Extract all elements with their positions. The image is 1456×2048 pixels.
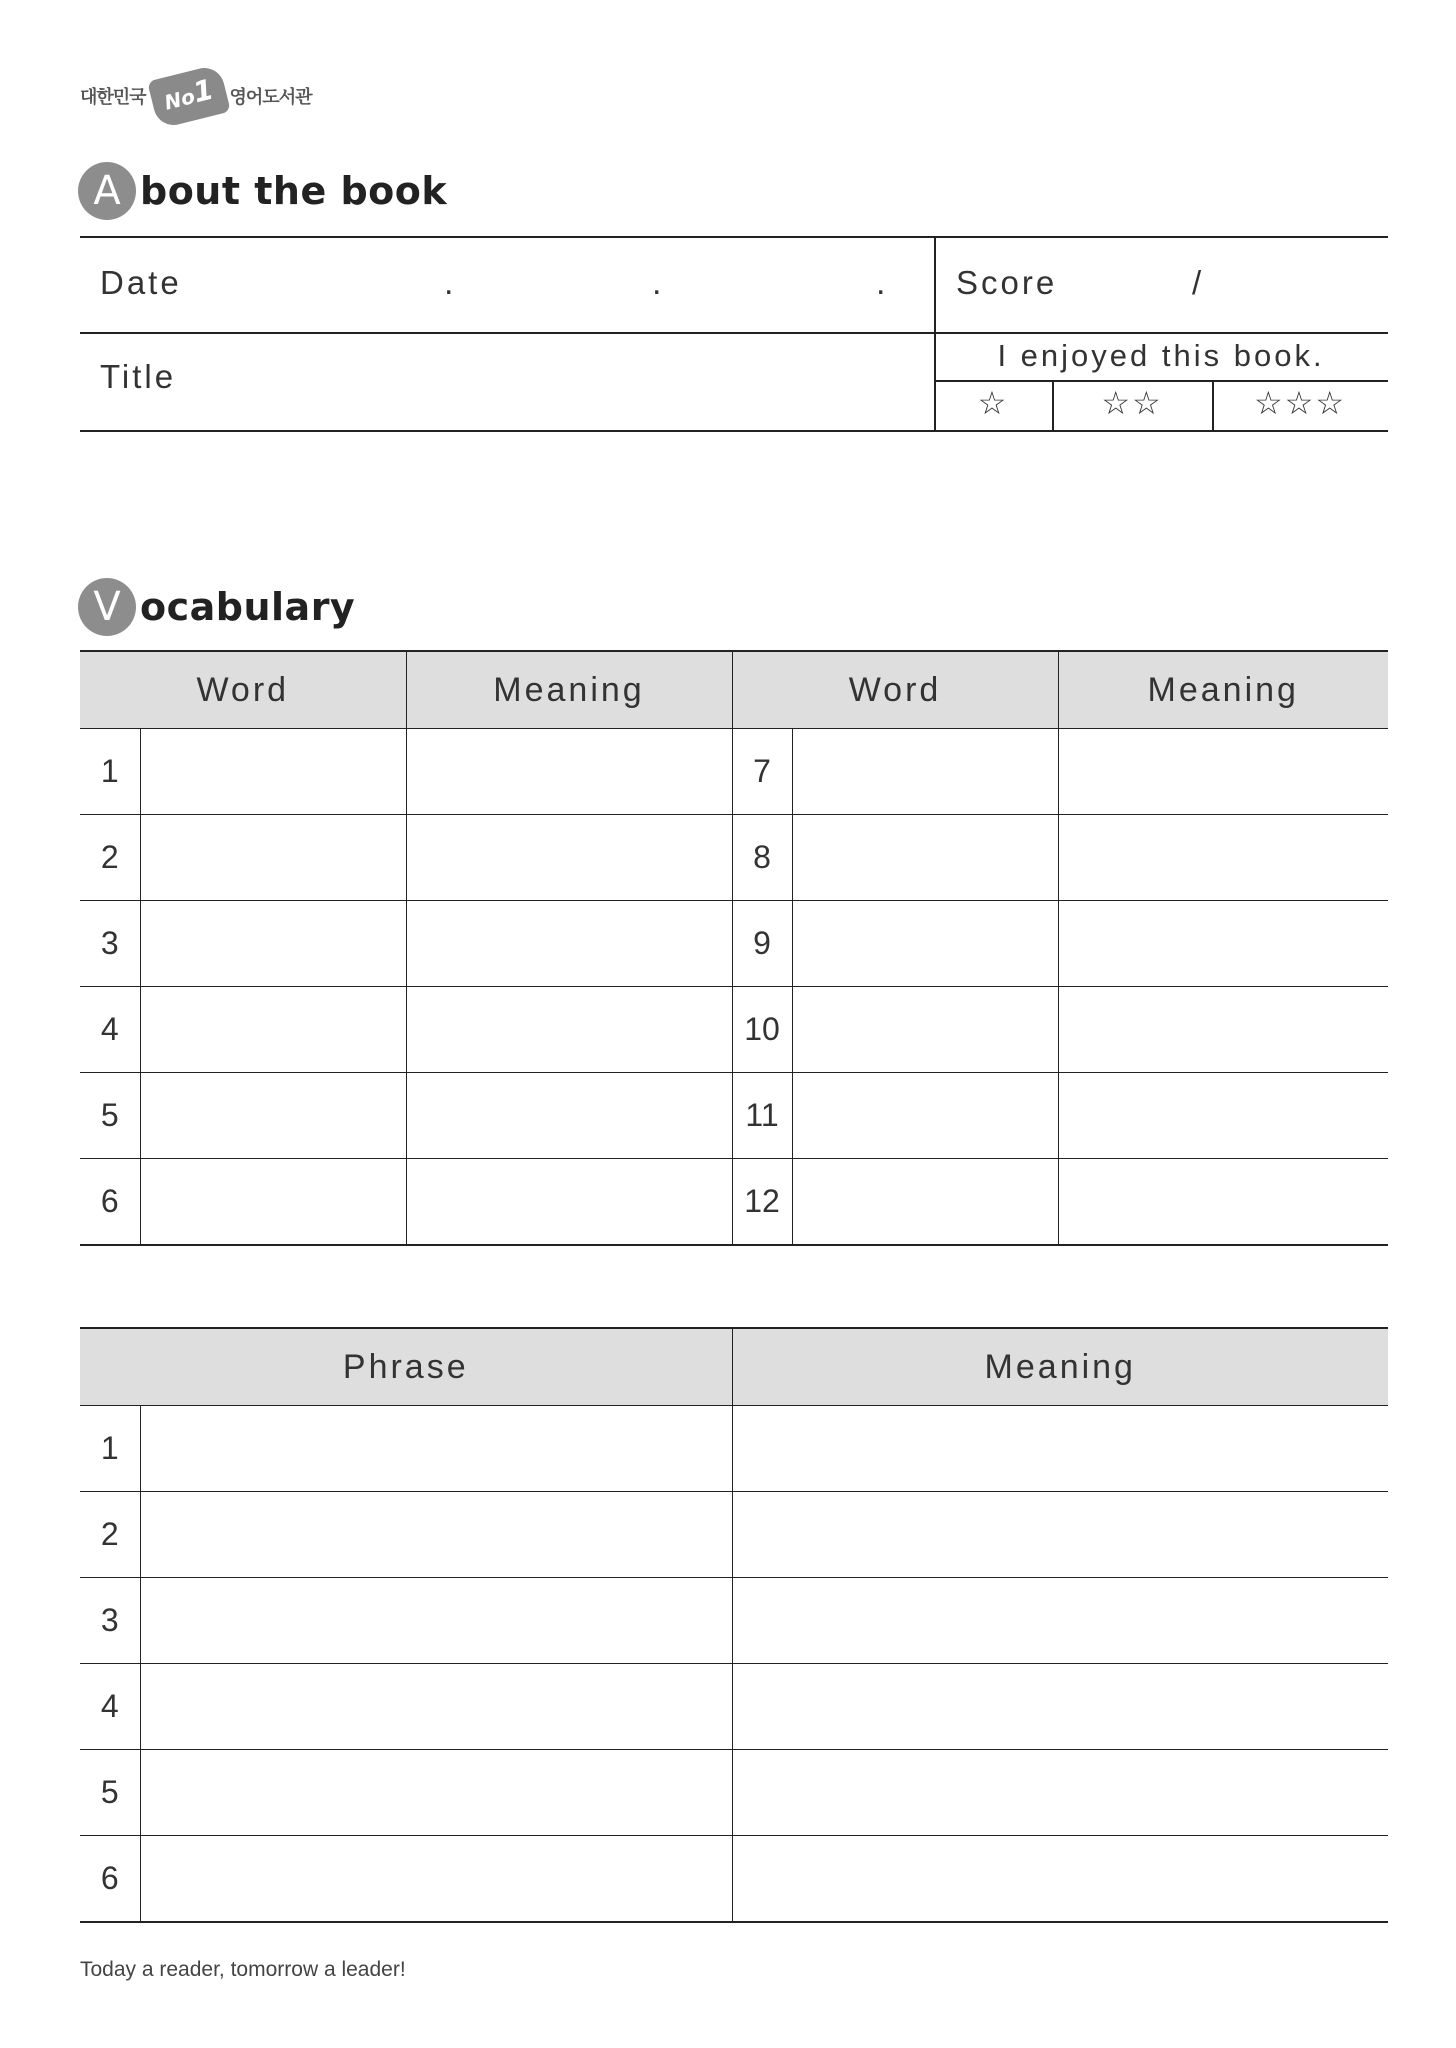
vocab-meaning-cell[interactable] — [1058, 987, 1388, 1073]
vocab-number: 5 — [80, 1073, 140, 1159]
date-dot-3: . — [876, 264, 886, 302]
vocab-header-meaning-right: Meaning — [1058, 651, 1388, 729]
vocab-meaning-cell[interactable] — [406, 815, 732, 901]
brand-logo — [80, 66, 311, 126]
vocab-word-cell[interactable] — [792, 815, 1058, 901]
vocab-number: 11 — [732, 1073, 792, 1159]
vocab-meaning-cell[interactable] — [406, 1159, 732, 1246]
phrase-row — [80, 1836, 1388, 1923]
score-slash: / — [1192, 264, 1205, 301]
rating-two-stars[interactable]: ☆☆ — [1101, 384, 1163, 422]
vocab-word-cell[interactable] — [792, 1073, 1058, 1159]
phrase-row — [80, 1406, 1388, 1492]
phrase-row — [80, 1492, 1388, 1578]
footer-motto: Today a reader, tomorrow a leader! — [80, 1958, 406, 1981]
phrase-row — [80, 1750, 1388, 1836]
vocab-word-cell[interactable] — [792, 729, 1058, 815]
vocab-meaning-cell[interactable] — [1058, 815, 1388, 901]
vocab-number: 3 — [80, 901, 140, 987]
phrase-header-meaning: Meaning — [732, 1328, 1388, 1406]
phrase-number: 6 — [80, 1836, 140, 1923]
score-label: Score — [956, 264, 1058, 301]
phrase-meaning-cell[interactable] — [732, 1578, 1388, 1664]
about-heading-title: bout the book — [140, 169, 448, 213]
vocab-meaning-cell[interactable] — [406, 1073, 732, 1159]
vocab-row — [80, 1159, 1388, 1246]
about-row-divider — [80, 332, 1388, 334]
phrase-cell[interactable] — [140, 1492, 732, 1578]
vocab-meaning-cell[interactable] — [1058, 901, 1388, 987]
vocabulary-heading-circle: V — [78, 578, 136, 636]
vocab-row — [80, 1073, 1388, 1159]
phrase-row — [80, 1578, 1388, 1664]
title-label: Title — [100, 358, 177, 395]
phrase-cell[interactable] — [140, 1836, 732, 1923]
phrase-cell[interactable] — [140, 1406, 732, 1492]
phrase-meaning-cell[interactable] — [732, 1492, 1388, 1578]
vocab-word-cell[interactable] — [140, 1159, 406, 1246]
vocab-number: 8 — [732, 815, 792, 901]
phrase-cell[interactable] — [140, 1750, 732, 1836]
vocab-word-cell[interactable] — [792, 901, 1058, 987]
date-dot-1: . — [444, 264, 454, 302]
about-heading-circle: A — [78, 162, 136, 220]
vocab-word-cell[interactable] — [140, 1073, 406, 1159]
vocab-row — [80, 901, 1388, 987]
vocab-word-cell[interactable] — [140, 901, 406, 987]
enjoyed-label: I enjoyed this book. — [997, 338, 1325, 373]
phrase-number: 1 — [80, 1406, 140, 1492]
phrase-number: 5 — [80, 1750, 140, 1836]
brand-badge — [147, 63, 231, 128]
vocab-number: 4 — [80, 987, 140, 1073]
phrase-number: 4 — [80, 1664, 140, 1750]
phrase-number: 2 — [80, 1492, 140, 1578]
vocab-meaning-cell[interactable] — [1058, 1159, 1388, 1246]
vocabulary-heading-title: ocabulary — [140, 585, 356, 629]
vocab-number: 6 — [80, 1159, 140, 1246]
vocab-number: 9 — [732, 901, 792, 987]
vocab-header-meaning-left: Meaning — [406, 651, 732, 729]
vocab-meaning-cell[interactable] — [1058, 1073, 1388, 1159]
vocab-word-cell[interactable] — [140, 729, 406, 815]
vocab-header-word-right: Word — [732, 651, 1058, 729]
vocab-header-word-left: Word — [80, 651, 406, 729]
brand-badge-no: No — [161, 83, 197, 115]
vocab-row — [80, 729, 1388, 815]
vocab-meaning-cell[interactable] — [406, 729, 732, 815]
about-table — [80, 236, 1388, 432]
vocab-meaning-cell[interactable] — [1058, 729, 1388, 815]
vocab-number: 10 — [732, 987, 792, 1073]
date-label: Date — [100, 264, 182, 301]
vocab-row — [80, 987, 1388, 1073]
vocab-word-cell[interactable] — [140, 815, 406, 901]
brand-prefix: 대한민국 — [80, 87, 146, 108]
rating-divider — [934, 380, 1388, 382]
vocab-meaning-cell[interactable] — [406, 987, 732, 1073]
phrase-row — [80, 1664, 1388, 1750]
vocab-row — [80, 815, 1388, 901]
phrase-meaning-cell[interactable] — [732, 1750, 1388, 1836]
vocab-number: 12 — [732, 1159, 792, 1246]
rating-one-star[interactable]: ☆ — [977, 384, 1009, 422]
about-heading — [78, 162, 447, 220]
phrase-meaning-cell[interactable] — [732, 1836, 1388, 1923]
phrase-cell[interactable] — [140, 1578, 732, 1664]
phrase-table — [80, 1327, 1388, 1923]
vocab-number: 1 — [80, 729, 140, 815]
brand-badge-one: 1 — [189, 72, 217, 109]
phrase-number: 3 — [80, 1578, 140, 1664]
vocab-word-cell[interactable] — [792, 987, 1058, 1073]
vocab-word-cell[interactable] — [792, 1159, 1058, 1246]
brand-suffix: 영어도서관 — [229, 87, 312, 108]
phrase-meaning-cell[interactable] — [732, 1664, 1388, 1750]
vocabulary-heading — [78, 578, 355, 636]
vocab-number: 2 — [80, 815, 140, 901]
vocab-word-cell[interactable] — [140, 987, 406, 1073]
vocab-number: 7 — [732, 729, 792, 815]
phrase-cell[interactable] — [140, 1664, 732, 1750]
vocabulary-table — [80, 650, 1388, 1246]
date-dot-2: . — [652, 264, 662, 302]
rating-three-stars[interactable]: ☆☆☆ — [1253, 384, 1347, 422]
phrase-meaning-cell[interactable] — [732, 1406, 1388, 1492]
vocab-meaning-cell[interactable] — [406, 901, 732, 987]
phrase-header-phrase: Phrase — [80, 1328, 732, 1406]
